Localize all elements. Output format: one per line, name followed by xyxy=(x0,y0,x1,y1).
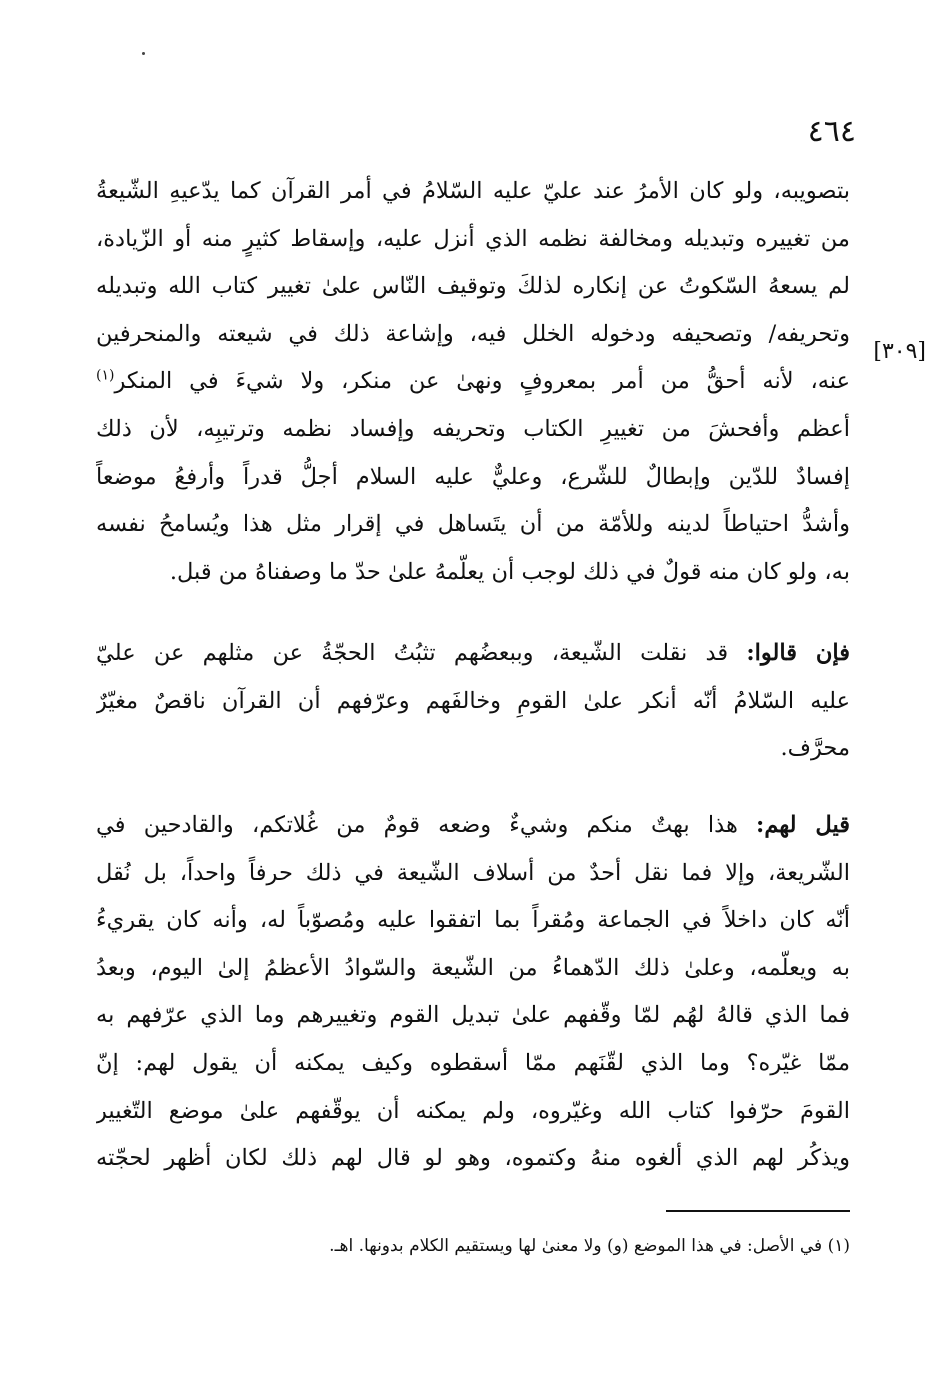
paragraph-3 xyxy=(96,802,850,1183)
paragraph-1 xyxy=(96,168,850,596)
text-line-with-lead xyxy=(96,630,850,678)
text-line: القومَ حرّفوا كتاب الله وغيّروه، ولم يمكنه أن يوقّفهم علىٰ موضع التّغيير xyxy=(96,1097,850,1124)
text-line: وتحريفه/ وتصحيفه ودخوله الخلل فيه، وإشاعة ذلك في شيعته والمنحرفين xyxy=(96,320,850,347)
text-line-with-footnote xyxy=(96,358,850,406)
text-line: أعظم وأفحشَ من تغييرِ الكتاب وتحريفه وإفساد نظمه وترتيبِه، لأن ذلك xyxy=(96,415,850,442)
text-line: به، ولو كان منه قولٌ في ذلك لوجب أن يعلّمهُ علىٰ حدّ ما وصفناهُ من قبل. xyxy=(169,558,850,585)
text-line: به ويعلّمه، وعلىٰ ذلك الدّهماءُ من الشّيعة والسّوادُ الأعظمُ إلىٰ اليوم، وبعدُ xyxy=(96,954,850,981)
scan-speck xyxy=(142,52,145,55)
footnote-marker: (١) xyxy=(96,367,115,384)
page-number: ٤٦٤ xyxy=(807,114,856,149)
text-line: عنه، لأنه أحقُّ من أمر بمعروفٍ ونهىٰ عن منكر، ولا شيءَ في المنكر xyxy=(114,368,850,395)
text-line: إفسادٌ للدّين وإبطالٌ للشّرع، وعليٌّ عليه السلام أجلُّ قدراً وأرفعُ موضعاً xyxy=(96,463,850,490)
paragraph-2 xyxy=(96,630,850,773)
margin-reference: [٣٠٩] xyxy=(873,339,926,364)
text-line: هذا بهتٌ منكم وشيءٌ وضعه قومٌ من غُلاتكم، والقادحين في xyxy=(96,812,738,838)
footnote-divider xyxy=(666,1210,850,1212)
text-line: عليه السّلامُ أنّه أنكر علىٰ القومِ وخالفَهم وعرّفهم أن القرآن ناقصٌ مغيّرٌ xyxy=(96,687,850,714)
text-line: أنّه كان داخلاً في الجماعة ومُقراً بما اتفقوا عليه ومُصوّباً له، وأنه كان يقريءُ xyxy=(96,907,850,934)
text-line: ويذكُر لهم الذي ألغوه منهُ وكتموه، وهو لو قال لهم ذلك لكان أظهر لحجّته xyxy=(96,1145,850,1172)
footnote: (١) في الأصل: في هذا الموضع (و) ولا معنىٰ لها ويستقيم الكلام بدونها. اهـ. xyxy=(329,1236,850,1256)
text-line: الشّريعة، وإلا فما نقل أحدٌ من أسلاف الشّيعة في ذلك حرفاً واحداً، بل نُقل xyxy=(96,859,850,886)
paragraph-lead: قيل لهم: xyxy=(756,812,850,838)
text-line: محرَّف. xyxy=(780,735,850,762)
text-line: لم يسعهُ السّكوتُ عن إنكاره لذلكَ وتوقيف النّاس علىٰ تغيير كتاب الله وتبديله xyxy=(96,273,850,300)
text-line: من تغييره وتبديله ومخالفة نظمه الذي أنزل عليه، وإسقاط كثيرٍ منه أو الزّيادة، xyxy=(96,225,850,252)
text-line: ممّا غيّره؟ وما الذي لقّنَهم ممّا أسقطوه وكيف يمكنه أن يقول لهم: إنّ xyxy=(96,1049,850,1076)
text-line: وأشدُّ احتياطاً لدينه وللأمّة من أن يتَساهل في إقرار مثل هذا ويُسامحُ نفسه xyxy=(96,511,850,538)
text-line: فما الذي قالهُ لهُم لمّا وقّفهم علىٰ تبديل القوم وتغييرهم وما الذي عرّفهم به xyxy=(96,1002,850,1029)
text-line-with-lead xyxy=(96,802,850,850)
text-line: قد نقلت الشّيعة، وببعضُهم تثبُتُ الحجّةُ عن مثلهم عن عليّ xyxy=(96,640,729,666)
text-line: بتصويبه، ولو كان الأمرُ عند عليّ عليه السّلامُ في أمر القرآن كما يدّعيهِ الشّيعةُ xyxy=(96,178,850,204)
paragraph-lead: فإن قالوا: xyxy=(746,640,850,666)
